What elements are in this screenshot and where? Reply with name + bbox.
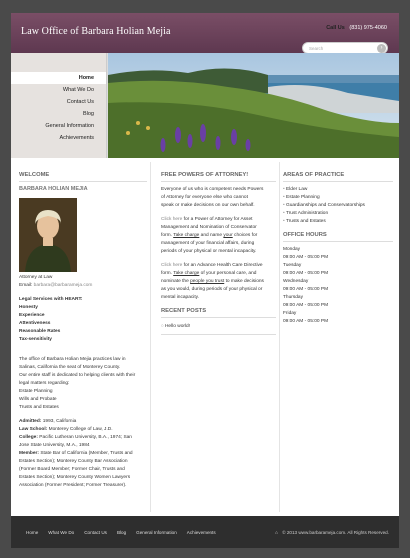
phone-number[interactable]: (831) 975-4060 <box>349 25 387 31</box>
intro-text: The office of Barbara Holian Mejia practices law in <box>19 357 126 362</box>
divider <box>161 334 276 335</box>
nav-item-general-information[interactable]: General Information <box>45 123 94 129</box>
heart-item: Attentiveness <box>19 321 51 326</box>
hours-day: Wednesday <box>283 279 309 284</box>
welcome-heading: WELCOME <box>19 172 50 178</box>
health-directive-text-3: of your personal care, and <box>200 271 257 276</box>
footer-link-achievements[interactable]: Achievements <box>186 530 216 535</box>
member-row <box>19 450 147 458</box>
nav-item-contact-us[interactable]: Contact Us <box>66 99 94 105</box>
heart-item: Honesty <box>19 305 38 310</box>
health-directive-text-7: mental incapacity. <box>161 295 200 300</box>
area-link[interactable]: • Elder Law <box>283 186 393 194</box>
intro-text: legal matters regarding: <box>19 381 70 386</box>
heart-title: Legal Services with HEART: <box>19 297 83 302</box>
college-row <box>19 434 147 442</box>
footer-link-contact-us[interactable]: Contact Us <box>84 530 107 535</box>
health-directive-form-word: form. <box>161 271 172 276</box>
law-school-label: Law School: <box>19 427 48 432</box>
area-link[interactable]: • Trusts and Estates <box>283 218 393 226</box>
site-title[interactable]: Law Office of Barbara Holian Mejia <box>21 26 171 37</box>
content-area <box>11 158 399 516</box>
health-directive-text-2 <box>161 270 276 278</box>
powers-intro: Everyone of us who is competent needs Powers <box>161 187 264 192</box>
copyright-text: © 2013 www.barbarameja.com. All Rights Reserved. <box>282 530 389 535</box>
nav-item-home[interactable]: Home <box>11 72 106 84</box>
asset-poa-text-7: periods of your physical or mental incapacity. <box>161 249 257 254</box>
member-value: Estates Section); Monterey County Bar Association <box>19 459 128 464</box>
college-label: College: <box>19 435 38 440</box>
admitted-row <box>19 418 147 426</box>
hours-time: 09:00 AM - 05:00 PM <box>283 319 329 324</box>
heart-item: Tax-sensitivity <box>19 337 52 342</box>
member-label: Member: <box>19 451 39 456</box>
area-link[interactable]: • Trust Administration <box>283 210 393 218</box>
call-us <box>326 25 387 31</box>
asset-poa-form-word: form. <box>161 233 172 238</box>
member-value: Estates Section); Monterey County Women Lawyers <box>19 475 131 480</box>
nav-item-what-we-do[interactable]: What We Do <box>62 87 94 93</box>
areas-heading: AREAS OF PRACTICE <box>283 172 345 178</box>
search-icon[interactable]: › <box>377 44 386 53</box>
divider <box>283 181 393 182</box>
intro-text: Salinas, California the seat of Monterey County. <box>19 365 121 370</box>
divider <box>161 317 276 318</box>
site-footer <box>11 516 399 548</box>
welcome-column <box>19 172 147 490</box>
practice-item: Wills and Probate <box>19 397 57 402</box>
practice-item: Trusts and Estates <box>19 405 59 410</box>
copyright <box>275 530 389 535</box>
health-directive-text-4 <box>161 278 276 286</box>
powers-intro: speak or make decisions on our own behalf. <box>161 203 255 208</box>
footer-link-what-we-do[interactable]: What We Do <box>48 530 75 535</box>
hero-photo <box>108 53 399 158</box>
your-emphasis: your <box>223 233 233 238</box>
asset-poa-text-2: Management and Nomination of Conservator <box>161 225 257 230</box>
health-directive-text-1: for an Advance Health Care Directive <box>183 263 263 268</box>
hours-day: Tuesday <box>283 263 302 268</box>
footer-link-home[interactable]: Home <box>26 530 39 535</box>
footer-link-blog[interactable]: Blog <box>116 530 127 535</box>
admitted-value: 1993, California <box>42 419 77 424</box>
hours-heading: OFFICE HOURS <box>283 232 327 238</box>
lock-icon: ⌂ <box>275 530 278 535</box>
attorney-name: BARBARA HOLIAN MEJIA <box>19 186 88 192</box>
site-header <box>11 13 399 53</box>
coastal-landscape-image <box>108 53 399 158</box>
intro-text: Our entire staff is dedicated to helping clients with their <box>19 373 136 378</box>
law-school-row <box>19 426 147 434</box>
divider <box>161 181 276 182</box>
asset-poa-text-6: management of your financial affairs, during <box>161 241 255 246</box>
footer-nav <box>26 530 216 535</box>
health-directive-nominate: nominate the <box>161 279 189 284</box>
area-link[interactable]: • Guardianships and Conservatorships <box>283 202 393 210</box>
heart-item: Reasonable Rates <box>19 329 61 334</box>
area-link[interactable]: • Estate Planning <box>283 194 393 202</box>
call-label: Call Us <box>326 25 345 31</box>
take-charge-link[interactable]: Take charge <box>173 271 200 276</box>
college-value: Jose State University, M.A., 1984 <box>19 443 90 448</box>
hours-day: Thursday <box>283 295 303 300</box>
member-value: State Bar of California (Member, Trusts and <box>40 451 133 456</box>
hours-time: 09:00 AM - 05:00 PM <box>283 255 329 260</box>
attorney-portrait <box>19 198 77 272</box>
email-label: Email: <box>19 283 33 288</box>
search-input[interactable]: Search <box>309 46 324 51</box>
nav-item-blog[interactable]: Blog <box>82 111 94 117</box>
page <box>11 13 399 548</box>
divider <box>19 181 147 182</box>
recent-posts-heading: RECENT POSTS <box>161 308 207 314</box>
sidebar-column <box>283 172 393 326</box>
email-row <box>19 282 147 290</box>
health-directive-text-6: as you would, during periods of your physical or <box>161 287 263 292</box>
hours-time: 09:00 AM - 05:00 PM <box>283 271 329 276</box>
hours-day: Monday <box>283 247 301 252</box>
health-directive-text-5: to make decisions <box>225 279 264 284</box>
hours-time: 09:00 AM - 05:00 PM <box>283 303 329 308</box>
heart-item: Experience <box>19 313 45 318</box>
column-divider <box>279 162 280 512</box>
powers-heading: FREE POWERS OF ATTORNEY! <box>161 172 249 178</box>
column-divider <box>150 162 151 512</box>
health-directive-link[interactable]: Click here <box>161 263 183 268</box>
post-link[interactable]: ○ Hello world! <box>161 322 276 331</box>
attorney-role: Attorney at Law <box>19 275 53 280</box>
law-school-value: Monterey College of Law, J.D. <box>48 427 113 432</box>
people-you-trust-link[interactable]: people you trust <box>190 279 225 284</box>
divider <box>283 241 393 242</box>
asset-poa-text-5: choices for <box>234 233 258 238</box>
nav-item-achievements[interactable]: Achievements <box>59 135 94 141</box>
powers-intro: of Attorney for everyone else who cannot <box>161 195 248 200</box>
hours-day: Friday <box>283 311 297 316</box>
asset-poa-text <box>161 216 276 224</box>
email-link[interactable]: barbara@barbarameja.com <box>33 283 93 288</box>
member-value: (Former Board Member; Former Chair, Trusts and <box>19 467 125 472</box>
admitted-label: Admitted: <box>19 419 42 424</box>
hero <box>11 53 399 158</box>
asset-poa-text-3 <box>161 232 276 240</box>
asset-poa-text-1: for a Power of Attorney for Asset <box>183 217 253 222</box>
college-value: Pacific Lutheran University, B.A., 1974; San <box>39 435 132 440</box>
asset-poa-text-4: and name <box>200 233 223 238</box>
asset-poa-link[interactable]: Click here <box>161 217 183 222</box>
hours-time: 09:00 AM - 05:00 PM <box>283 287 329 292</box>
powers-of-attorney-column <box>161 172 276 339</box>
take-charge-link[interactable]: Take charge <box>173 233 200 238</box>
footer-link-general-information[interactable]: General Information <box>136 530 177 535</box>
health-directive-text <box>161 262 276 270</box>
main-nav <box>11 53 107 158</box>
practice-item: Estate Planning <box>19 389 53 394</box>
member-value: Association (Former President; Former Treasurer). <box>19 483 127 488</box>
